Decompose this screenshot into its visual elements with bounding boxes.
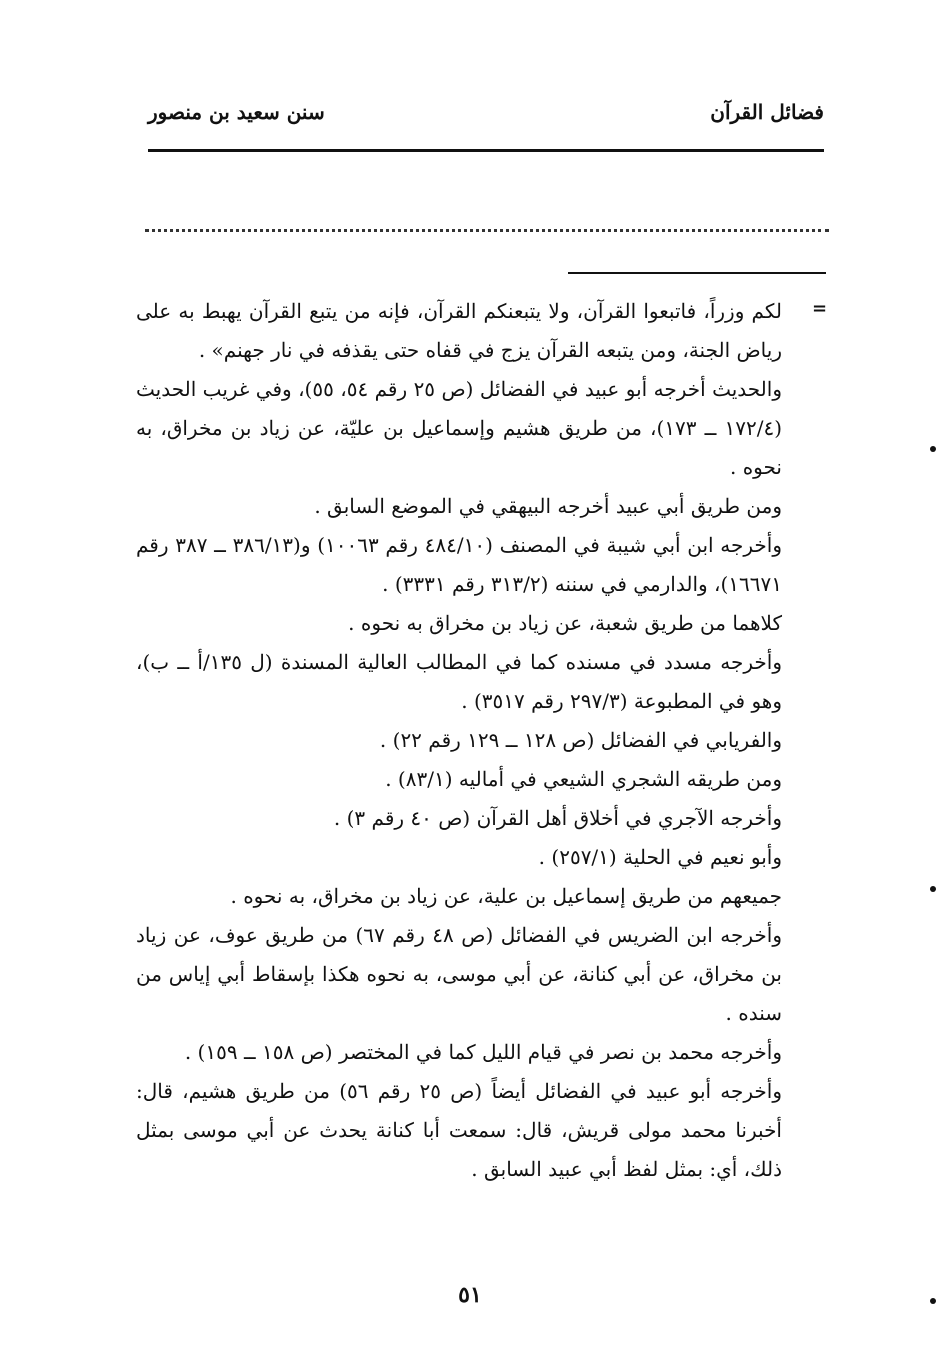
footnote-paragraph: وأخرجه ابن الضريس في الفضائل (ص ٤٨ رقم ٦٧) من طريق عوف، عن زياد بن مخراق، عن أبي كنانة، عن أبي موسى، به نحوه هكذا بإسقاط أبي إياس من سنده . [136, 923, 783, 1025]
footnote-paragraph: ومن طريق أبي عبيد أخرجه البيهقي في الموضع السابق . [314, 494, 782, 518]
scan-artifact-dot [930, 446, 936, 452]
footnote-paragraph: ومن طريقه الشجري الشيعي في أماليه (٨٣/١) . [385, 767, 782, 791]
page-number: ٥١ [458, 1282, 482, 1308]
footnote-paragraph: وأخرجه مسدد في مسنده كما في المطالب العالية المسندة (ل ١٣٥/أ ــ ب)، وهو في المطبوعة (٢٩٧/٣ رقم ٣٥١٧) . [136, 650, 782, 713]
footnote-text [136, 292, 782, 1189]
footnote-paragraph: وأخرجه محمد بن نصر في قيام الليل كما في المختصر (ص ١٥٨ ــ ١٥٩) . [184, 1040, 782, 1064]
series-title: سنن سعيد بن منصور [148, 100, 325, 124]
scan-artifact-dot [930, 1298, 936, 1304]
footnote-paragraph: وأخرجه أبو عبيد في الفضائل أيضاً (ص ٢٥ رقم ٥٦) من طريق هشيم، قال: أخبرنا محمد مولى قريش، قال: سمعت أبا كنانة يحدث عن أبي موسى بمثل ذلك، أي: بمثل لفظ أبي عبيد السابق . [136, 1079, 783, 1181]
footnote-paragraph: جميعهم من طريق إسماعيل بن علية، عن زياد بن مخراق، به نحوه . [230, 884, 782, 908]
footnote-paragraph: لكم وزراً، فاتبعوا القرآن، ولا يتبعنكم القرآن، فإنه من يتبع القرآن يهبط به على رياض الجنة، ومن يتبعه القرآن يزج في قفاه حتى يقذفه في نار جهنم» . [136, 299, 782, 362]
continuation-mark: = [812, 298, 828, 319]
scan-artifact-dot [930, 886, 936, 892]
dotted-separator [145, 229, 829, 232]
footnote-paragraph: كلاهما من طريق شعبة، عن زياد بن مخراق به نحوه . [348, 611, 782, 635]
footnote-paragraph: وأخرجه ابن أبي شيبة في المصنف (٤٨٤/١٠ رقم ١٠٠٦٣) و(٣٨٦/١٣ ــ ٣٨٧ رقم ١٦٦٧١)، والدارمي في سننه (٣١٣/٢ رقم ٣٣٣١) . [136, 533, 783, 596]
running-header [148, 100, 824, 136]
footnote-paragraph: والحديث أخرجه أبو عبيد في الفضائل (ص ٢٥ رقم ٥٤، ٥٥)، وفي غريب الحديث (١٧٢/٤ ــ ١٧٣)، من طريق هشيم وإسماعيل بن عليّة، عن زياد بن مخراق، به نحوه . [136, 377, 783, 479]
footnote-rule [568, 272, 826, 274]
footnote-paragraph: والفريابي في الفضائل (ص ١٢٨ ــ ١٢٩ رقم ٢٢) . [379, 728, 782, 752]
footnote-paragraph: وأخرجه الآجري في أخلاق أهل القرآن (ص ٤٠ رقم ٣) . [333, 806, 782, 830]
book-title: فضائل القرآن [710, 100, 824, 124]
header-rule [148, 149, 824, 152]
footnote-paragraph: وأبو نعيم في الحلية (٢٥٧/١) . [538, 845, 782, 869]
